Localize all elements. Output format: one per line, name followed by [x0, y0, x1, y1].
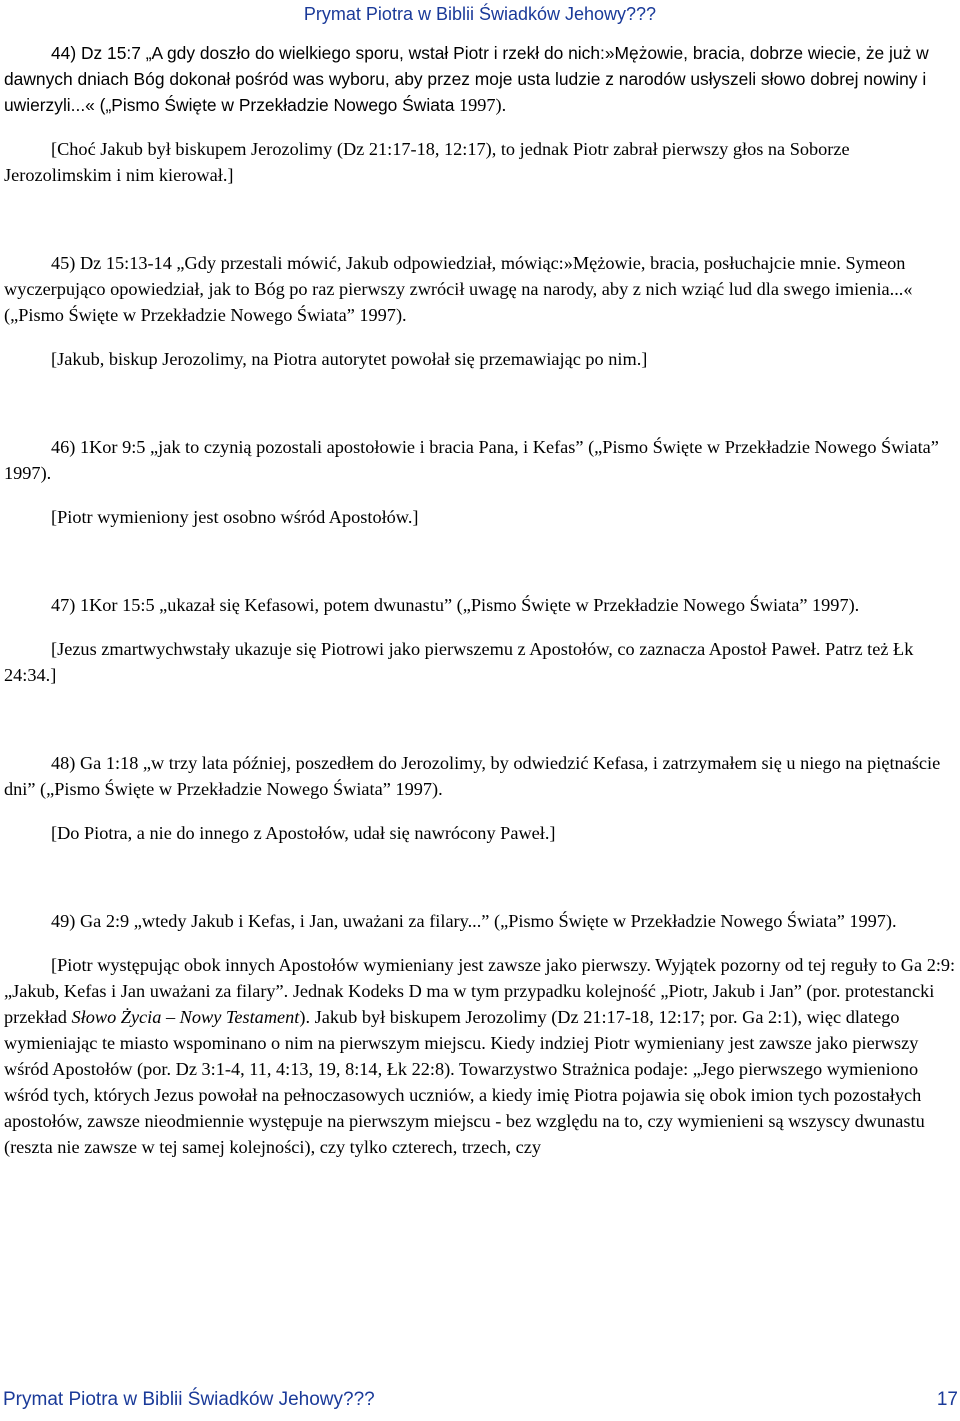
document-body [4, 40, 956, 1160]
entry-number: 45) [51, 253, 76, 273]
comment-text: [Piotr występując obok innych Apostołów wymieniany jest zawsze jako pierwszy. Wyjątek pozorny od tej reguły to Ga 2:9: „Jakub, Kefas i Jan uważani za filary”. Jednak Kodeks D ma w tym przypadku kolejność „Piotr, Jakub i Jan” (por. protestancki przekład [4, 955, 956, 1027]
comment-italic-title: Słowo Życia – Nowy Testament [71, 1007, 300, 1027]
entry-44-comment: [Choć Jakub był biskupem Jerozolimy (Dz 21:17-18, 12:17), to jednak Piotr zabrał pierwszy głos na Soborze Jerozolimskim i nim kierował.] [4, 139, 850, 185]
entry-45-comment: [Jakub, biskup Jerozolimy, na Piotra autorytet powołał się przemawiając po nim.] [51, 349, 648, 369]
entry-45-quote [4, 250, 956, 328]
entry-quote-tail: 1997). [454, 95, 507, 115]
entry-quote-text: Dz 15:13-14 „Gdy przestali mówić, Jakub odpowiedział, mówiąc:»Mężowie, bracia, posłuchajcie mnie. Symeon wyczerpująco opowiedział, jak to Bóg po raz pierwszy zwrócił uwagę na narody, aby z nich wziąć lud dla swego imienia...« („Pismo Święte w Przekładzie Nowego Świata” 1997). [4, 253, 913, 325]
page-footer [3, 1389, 958, 1415]
footer-title: Prymat Piotra w Biblii Świadków Jehowy??? [3, 1389, 375, 1410]
entry-quote-text: Ga 1:18 „w trzy lata później, poszedłem do Jerozolimy, by odwiedzić Kefasa, i zatrzymałem się u niego na piętnaście dni” („Pismo Święte w Przekładzie Nowego Świata” 1997). [4, 753, 941, 799]
page-number: 17 [936, 1389, 958, 1410]
comment-text: ). Jakub był biskupem Jerozolimy (Dz 21:17-18, 12:17; por. Ga 2:1), więc dlatego wymieniając te miasto wspominano o nim na pierwszym miejscu. Kiedy indziej Piotr wymieniany jest zawsze jako pierwszy wśród Apostołów (por. Dz 3:1-4, 11, 4:13, 19, 8:14, Łk 22:8). Towarzystwo Strażnica podaje: „Jego pierwszego wymieniono wśród tych, których Jezus powołał na pełnoczasowych uczniów, a kiedy imię Piotra pojawia się obok imion tych pozostałych apostołów, zawsze nieodmiennie występuje na pierwszym miejscu - bez względu na to, czy wymienieni są wszyscy dwunastu (reszta nie zawsze w tej samej kolejności), czy tylko czterech, trzech, czy [4, 1007, 925, 1157]
entry-46-quote [4, 434, 956, 486]
entry-48-comment: [Do Piotra, a nie do innego z Apostołów, udał się nawrócony Paweł.] [51, 823, 556, 843]
entry-48-quote [4, 750, 956, 802]
entry-number: 44) [51, 43, 77, 63]
page-header-title: Prymat Piotra w Biblii Świadków Jehowy??? [303, 4, 657, 24]
entry-46-comment: [Piotr wymieniony jest osobno wśród Apostołów.] [51, 507, 419, 527]
entry-49-comment [4, 952, 956, 1160]
entry-quote-text: Ga 2:9 „wtedy Jakub i Kefas, i Jan, uważani za filary...” („Pismo Święte w Przekładzie Nowego Świata” 1997). [75, 911, 897, 931]
entry-number: 47) [51, 595, 76, 615]
entry-49-quote [4, 908, 956, 934]
entry-quote-text: 1Kor 9:5 „jak to czynią pozostali apostołowie i bracia Pana, i Kefas” („Pismo Święte w Przekładzie Nowego Świata” 1997). [4, 437, 939, 483]
entry-quote-text: Dz 15:7 „A gdy doszło do wielkiego sporu, wstał Piotr i rzekł do nich:»Mężowie, bracia, dobrze wiecie, że już w dawnych dniach Bóg dokonał pośród was wyboru, aby przez moje usta ludzie z narodów usłyszeli słowo dobrej nowiny i uwierzyli...« („Pismo Święte w Przekładzie Nowego Świata [4, 43, 929, 115]
entry-47-quote [4, 592, 956, 618]
entry-44-quote [4, 40, 956, 118]
entry-quote-text: 1Kor 15:5 „ukazał się Kefasowi, potem dwunastu” („Pismo Święte w Przekładzie Nowego Świata” 1997). [75, 595, 860, 615]
entry-number: 46) [51, 437, 76, 457]
entry-number: 49) [51, 911, 76, 931]
entry-47-comment: [Jezus zmartwychwstały ukazuje się Piotrowi jako pierwszemu z Apostołów, co zaznacza Apostoł Paweł. Patrz też Łk 24:34.] [4, 639, 914, 685]
entry-number: 48) [51, 753, 76, 773]
